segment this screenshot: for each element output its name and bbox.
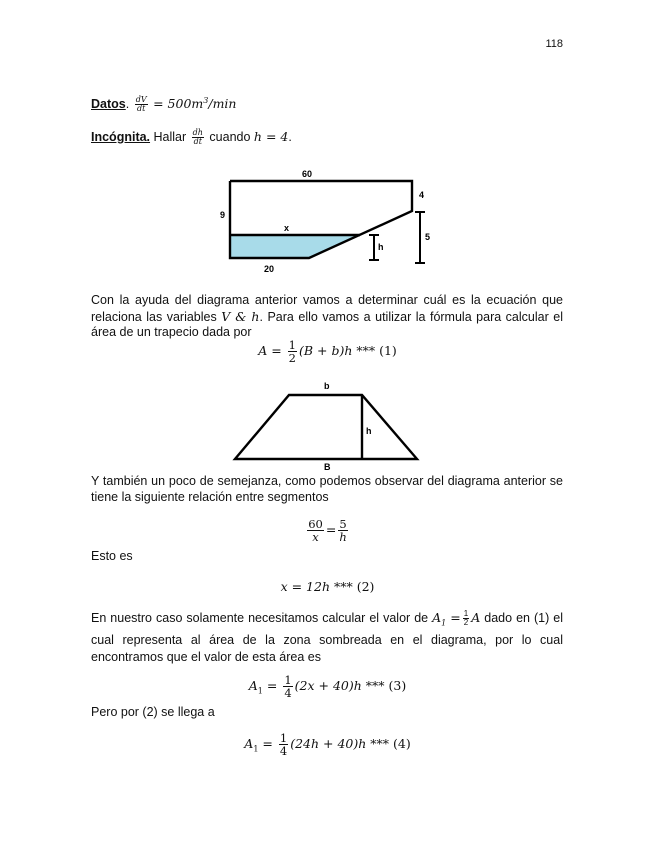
eq3-fraction — [283, 674, 292, 699]
eq4-tag: *** (4) — [366, 736, 411, 752]
incognita-end: . — [288, 130, 292, 145]
eq2-body: x = 12h — [280, 579, 331, 594]
eq3-rhs: (2x + 40)h — [294, 678, 362, 694]
incognita-fraction-den: dt — [193, 137, 202, 147]
eq3-lhs — [248, 678, 263, 696]
ratio-den-2: h — [339, 530, 347, 545]
water-fill — [230, 235, 360, 258]
datos-unit: /min — [208, 96, 237, 112]
paragraph-3-a1 — [432, 610, 447, 628]
trapezoid-diagram — [225, 378, 430, 473]
eq3-tag: *** (3) — [361, 678, 407, 694]
paragraph-1-vars: V & h — [221, 308, 260, 324]
eq1-fraction-num: 1 — [288, 338, 296, 352]
datos-fraction — [135, 96, 148, 114]
page-number: 118 — [545, 38, 563, 50]
datos-sep: . — [125, 97, 130, 112]
eq4-equals: = — [262, 736, 273, 752]
paragraph-3-fraction-num: 1 — [463, 609, 469, 618]
incognita-label: Incógnita. — [91, 130, 151, 145]
label-b: b — [324, 381, 330, 391]
incognita-fraction-num: dh — [192, 128, 203, 137]
incognita-line — [91, 129, 563, 147]
eq4-fraction-num: 1 — [279, 731, 288, 745]
datos-exponent: 3 — [203, 96, 209, 105]
equation-1 — [0, 339, 655, 364]
paragraph-3-fraction-den: 2 — [463, 618, 469, 628]
paragraph-3-text-b: dado en (1) el cual representa al área de la zona sombreada en el diagrama, por lo cual encontramos que el valor de esta área es — [91, 611, 563, 664]
ratio-fraction-2 — [338, 518, 347, 543]
paragraph-3-text-a: En nuestro caso solamente necesitamos calcular el valor de — [91, 611, 429, 626]
eq1-lhs: A = — [258, 343, 282, 359]
label-top-right: 4 — [419, 190, 425, 200]
paragraph-1 — [91, 293, 563, 341]
equation-2 — [0, 579, 655, 594]
eq4-fraction — [279, 732, 288, 757]
datos-fraction-den: dt — [136, 104, 146, 114]
label-h: h — [378, 242, 384, 252]
eq4-fraction-den: 4 — [279, 744, 288, 759]
pero-text: Pero por (2) se llega a — [91, 705, 215, 719]
paragraph-3-equals: = — [450, 610, 461, 626]
ratio-num-1: 60 — [308, 517, 323, 531]
paragraph-3-a1-sub: 1 — [441, 618, 447, 628]
incognita-fraction — [192, 129, 204, 147]
incognita-condition: h = 4 — [253, 129, 289, 145]
eq3-equals: = — [266, 678, 278, 694]
incognita-text1: Hallar — [153, 130, 187, 145]
datos-rhs — [153, 96, 236, 111]
label-B: B — [324, 462, 331, 472]
equation-3 — [0, 674, 655, 699]
incognita-text2: cuando — [209, 130, 251, 145]
ratio-fraction-1 — [307, 518, 324, 543]
paragraph-3-a1-letter: A — [432, 610, 442, 626]
ratio-equation — [0, 518, 655, 543]
paragraph-2: Y también un poco de semejanza, como podemos observar del diagrama anterior se tiene la siguiente relación entre segmentos — [91, 474, 563, 504]
paragraph-1-text-b: . Para ello vamos a utilizar la fórmula para calcular el área de un trapecio dada por — [91, 309, 563, 339]
label-left: 9 — [220, 210, 226, 220]
eq3-lhs-letter: A — [248, 678, 258, 694]
trapezoid-outline — [235, 395, 417, 459]
paragraph-1-text-a: Con la ayuda del diagrama anterior vamos a determinar cuál es la ecuación que relaciona las variables — [91, 293, 563, 324]
datos-label: Datos — [91, 97, 126, 112]
label-right: 5 — [425, 232, 431, 242]
datos-line — [91, 93, 563, 114]
eq3-sub: 1 — [257, 686, 263, 696]
datos-fraction-num: dV — [135, 94, 147, 104]
eq1-fraction-den: 2 — [288, 351, 296, 366]
eq1-rhs: (B + b)h — [298, 343, 353, 359]
eq4-lhs — [244, 736, 259, 754]
eq2-tag: *** (2) — [330, 579, 375, 594]
trough-diagram — [210, 165, 440, 280]
datos-rhs-value: = 500m — [153, 96, 204, 112]
ratio-num-2: 5 — [339, 517, 347, 531]
paragraph-3-fraction — [463, 610, 469, 628]
label-h2: h — [366, 426, 372, 436]
eq4-rhs: (24h + 40)h — [290, 736, 367, 752]
label-bottom: 20 — [264, 264, 275, 274]
label-x: x — [284, 223, 290, 233]
eq1-fraction — [288, 339, 297, 364]
eq4-lhs-letter: A — [244, 736, 254, 752]
paragraph-3-a: A — [471, 610, 481, 626]
eq1-tag: *** (1) — [352, 343, 397, 359]
esto-es-text: Esto es — [91, 549, 133, 563]
eq4-sub: 1 — [253, 744, 259, 754]
eq3-fraction-num: 1 — [284, 673, 292, 687]
label-top: 60 — [302, 169, 313, 179]
ratio-equals: = — [325, 522, 337, 538]
paragraph-3 — [91, 610, 563, 665]
eq3-fraction-den: 4 — [284, 686, 292, 701]
equation-4 — [0, 732, 655, 757]
ratio-den-1: x — [312, 530, 319, 545]
